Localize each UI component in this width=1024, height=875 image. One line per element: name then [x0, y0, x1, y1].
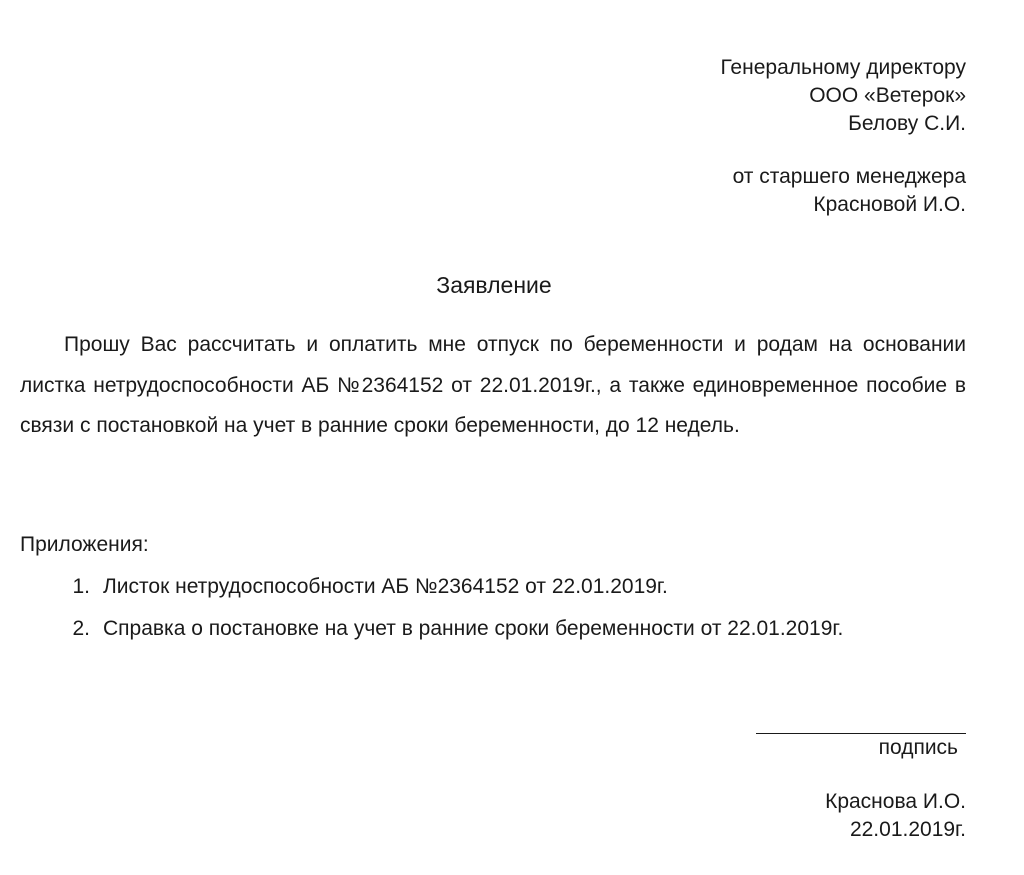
addressee-name: Белову С.И. — [848, 112, 966, 135]
addressee-position: Генеральному директору — [720, 56, 966, 79]
signature-date: 22.01.2019г. — [849, 818, 966, 841]
signature-caption: подпись — [878, 736, 958, 759]
attachment-number: 1. — [72, 575, 90, 598]
attachments-heading: Приложения: — [20, 533, 149, 556]
sender-name: Красновой И.О. — [813, 193, 966, 216]
signer-name: Краснова И.О. — [825, 790, 966, 813]
sender-block — [733, 163, 966, 219]
statement-body: Прошу Вас рассчитать и оплатить мне отпуск по беременности и родам на основании листка нетрудоспособности АБ №2364152 от 22.01.2019г., а также единовременное пособие в связи с постановкой на учет в ранние сроки беременности, до 12 недель. — [20, 333, 966, 437]
signer-block — [825, 788, 966, 844]
attachments-list — [20, 573, 843, 657]
addressee-company: ООО «Ветерок» — [809, 84, 966, 107]
attachment-number: 2. — [72, 617, 90, 640]
attachment-item — [20, 573, 843, 615]
attachment-text: Листок нетрудоспособности АБ №2364152 от 22.01.2019г. — [103, 575, 668, 598]
attachment-text: Справка о постановке на учет в ранние сроки беременности от 22.01.2019г. — [103, 617, 844, 640]
sender-position: от старшего менеджера — [732, 165, 966, 188]
attachment-item — [20, 615, 843, 657]
document-title: Заявление — [436, 272, 552, 298]
addressee-block — [720, 54, 966, 138]
